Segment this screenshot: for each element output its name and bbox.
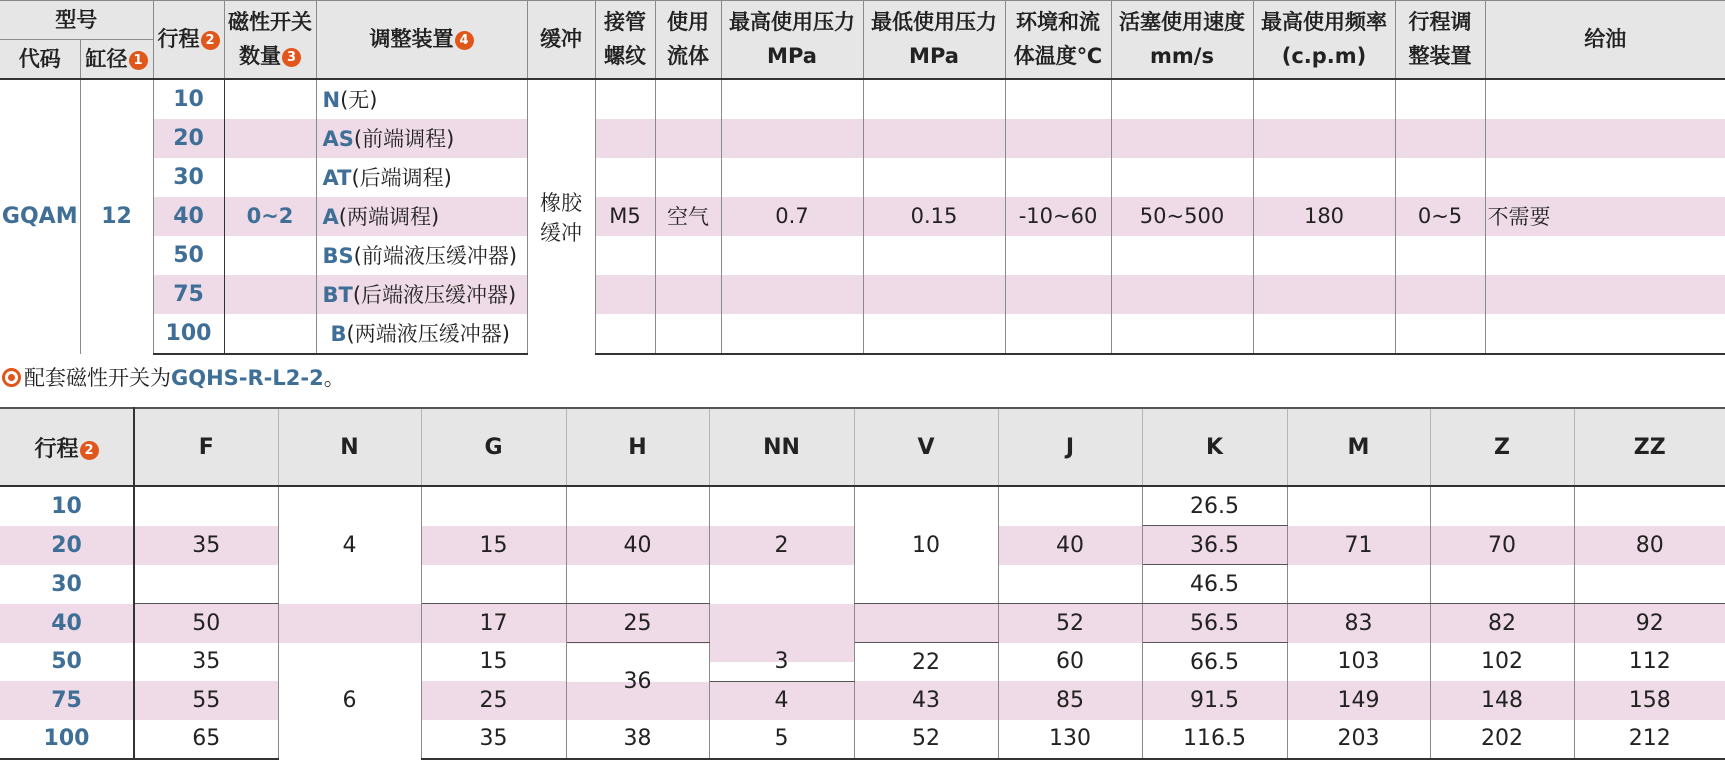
header-speed: 活塞使用速度 mm/s (1111, 1, 1253, 79)
max-pressure: 0.7 (721, 197, 863, 236)
header-J: J (998, 408, 1142, 486)
cell-K: 46.5 (1142, 565, 1287, 604)
model-code: GQAM (0, 79, 80, 354)
header-fluid: 使用 流体 (655, 1, 721, 79)
adjust-option: A(两端调程) (316, 197, 527, 236)
cell-NN: 3 (709, 643, 854, 682)
cell-Z: 148 (1430, 681, 1574, 720)
stroke-value: 40 (153, 197, 224, 236)
stroke-value: 20 (0, 526, 134, 565)
header-min-pressure: 最低使用压力 MPa (863, 1, 1005, 79)
stroke-value: 10 (153, 79, 224, 119)
max-frequency: 180 (1253, 197, 1395, 236)
header-stroke: 行程 2 (0, 408, 134, 486)
cell-Z: 202 (1430, 720, 1574, 759)
cell-K: 26.5 (1142, 486, 1287, 526)
stroke-value: 75 (0, 681, 134, 720)
cell-H: 38 (566, 720, 709, 759)
cell-M: 71 (1287, 526, 1430, 565)
cell-N: 4 (278, 486, 421, 604)
adjust-option: N(无) (316, 79, 527, 119)
switch-note: 配套磁性开关为GQHS-R-L2-2。 (2, 362, 345, 392)
adjust-option: BT(后端液压缓冲器) (316, 275, 527, 314)
switch-model: GQHS-R-L2-2 (171, 366, 324, 390)
cell-H: 40 (566, 526, 709, 565)
header-G: G (421, 408, 566, 486)
switch-qty: 0~2 (224, 197, 316, 236)
cell-J: 52 (998, 604, 1142, 643)
header-cushion: 缓冲 (527, 1, 595, 79)
header-K: K (1142, 408, 1287, 486)
adjust-option: AS(前端调程) (316, 119, 527, 158)
cell-ZZ: 158 (1574, 681, 1725, 720)
cell-K: 66.5 (1142, 643, 1287, 682)
cell-K: 56.5 (1142, 604, 1287, 643)
stroke-value: 30 (0, 565, 134, 604)
stroke-value: 75 (153, 275, 224, 314)
stroke-value: 10 (0, 486, 134, 526)
cell-V: 43 (854, 681, 998, 720)
stroke-value: 50 (153, 236, 224, 275)
cell-F: 50 (134, 604, 278, 643)
header-N: N (278, 408, 421, 486)
piston-speed: 50~500 (1111, 197, 1253, 236)
cell-J: 130 (998, 720, 1142, 759)
cell-V: 22 (854, 643, 998, 682)
spec-table (0, 0, 1725, 355)
cell-NN: 2 (709, 526, 854, 565)
cell-G: 17 (421, 604, 566, 643)
cell-K: 116.5 (1142, 720, 1287, 759)
cell-F: 65 (134, 720, 278, 759)
bullet-icon (2, 368, 21, 387)
header-ZZ: ZZ (1574, 408, 1725, 486)
cell-K: 36.5 (1142, 526, 1287, 565)
cell-J: 85 (998, 681, 1142, 720)
cell-N: 6 (278, 643, 421, 759)
cell-G: 15 (421, 526, 566, 565)
stroke-value: 30 (153, 158, 224, 197)
header-stroke-adjust: 行程调 整装置 (1395, 1, 1485, 79)
min-pressure: 0.15 (863, 197, 1005, 236)
cell-F: 35 (134, 526, 278, 565)
header-NN: NN (709, 408, 854, 486)
header-bore: 缸径 1 (80, 40, 153, 79)
adjust-option: BS(前端液压缓冲器) (316, 236, 527, 275)
cell-J: 60 (998, 643, 1142, 682)
cell-M: 83 (1287, 604, 1430, 643)
cell-Z: 102 (1430, 643, 1574, 682)
lubrication: 不需要 (1485, 197, 1725, 236)
cell-M: 149 (1287, 681, 1430, 720)
stroke-value: 50 (0, 643, 134, 682)
cell-Z: 70 (1430, 526, 1574, 565)
header-code: 代码 (0, 40, 80, 79)
header-switch-qty: 磁性开关 数量 3 (224, 1, 316, 79)
cell-H: 25 (566, 604, 709, 643)
stroke-value: 100 (0, 720, 134, 759)
stroke-value: 20 (153, 119, 224, 158)
header-F: F (134, 408, 278, 486)
cell-M: 103 (1287, 643, 1430, 682)
cell-ZZ: 112 (1628, 649, 1671, 675)
cell-V: 10 (854, 486, 998, 604)
cell-ZZ: 212 (1574, 720, 1725, 759)
cell-NN: 4 (709, 681, 854, 720)
dimension-table (0, 407, 1725, 760)
header-lubrication: 给油 (1485, 1, 1725, 79)
stroke-value: 40 (0, 604, 134, 643)
header-adjust: 调整装置 4 (316, 1, 527, 79)
cell-F: 55 (134, 681, 278, 720)
cell-F: 35 (134, 643, 278, 682)
cell-ZZ: 80 (1574, 526, 1725, 565)
header-V: V (854, 408, 998, 486)
cell-NN: 5 (709, 720, 854, 759)
adjust-option: B(两端液压缓冲器) (316, 314, 527, 354)
header-stroke: 行程 2 (153, 1, 224, 79)
header-Z: Z (1430, 408, 1574, 486)
header-temperature: 环境和流 体温度℃ (1005, 1, 1111, 79)
temperature: -10~60 (1005, 197, 1111, 236)
cell-J: 40 (998, 526, 1142, 565)
port-thread: M5 (595, 197, 655, 236)
cell-G: 25 (421, 681, 566, 720)
header-port: 接管 螺纹 (595, 1, 655, 79)
cell-K: 91.5 (1142, 681, 1287, 720)
cell-G: 35 (421, 720, 566, 759)
stroke-value: 100 (153, 314, 224, 354)
cell-Z: 82 (1430, 604, 1574, 643)
stroke-adjust: 0~5 (1395, 197, 1485, 236)
header-M: M (1287, 408, 1430, 486)
cell-G: 15 (421, 643, 566, 682)
header-H: H (566, 408, 709, 486)
cell-V: 52 (854, 720, 998, 759)
adjust-option: AT(后端调程) (316, 158, 527, 197)
header-max-pressure: 最高使用压力 MPa (721, 1, 863, 79)
cell-M: 203 (1287, 720, 1430, 759)
bore-size: 12 (80, 79, 153, 354)
cushion-type: 橡胶 缓冲 (527, 79, 595, 354)
fluid: 空气 (655, 197, 721, 236)
header-frequency: 最高使用频率 (c.p.m) (1253, 1, 1395, 79)
cell-H: 36 (566, 643, 709, 720)
cell-ZZ: 92 (1574, 604, 1725, 643)
header-model: 型号 (0, 1, 153, 40)
